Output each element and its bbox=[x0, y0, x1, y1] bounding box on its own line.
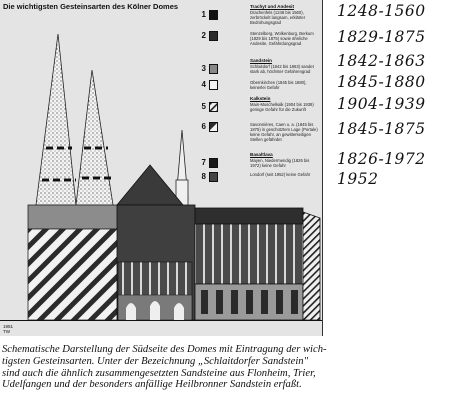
ground-line bbox=[0, 320, 322, 321]
legend-number: 7 bbox=[201, 158, 206, 167]
legend-swatch-black bbox=[209, 158, 218, 168]
legend-number: 2 bbox=[201, 31, 206, 40]
legend-number: 6 bbox=[201, 122, 206, 131]
legend-number: 1 bbox=[201, 10, 206, 19]
legend-text: Savonnières, Caen u. a. (1845 bis 1875) in geschütztem Lage (Portale) keine Gefahr, an gewitterseitigen Stellen gefährdet bbox=[250, 122, 318, 143]
legend-group-kalkstein: Kalkstein bbox=[250, 96, 271, 101]
year-annotation: 1842-1863 bbox=[337, 52, 426, 70]
legend-text: Schlaitdorf (1842 bis 1863) sandet stark ab, höchster Gefahrengrad bbox=[250, 64, 314, 75]
legend-number: 5 bbox=[201, 102, 206, 111]
caption-line: Udelfangen und der besonders anfällige Heilbronner Sandstein erfaßt. bbox=[2, 379, 302, 391]
legend-group-sandstein: Sandstein bbox=[250, 58, 272, 63]
legend-swatch-dark bbox=[209, 31, 218, 41]
legend-text: Obernkirchen (1845 bis 1880), keinerlei Gefahr bbox=[250, 80, 307, 91]
year-annotation: 1826-1972 bbox=[337, 150, 426, 168]
legend-swatch-white bbox=[209, 80, 218, 90]
legend-swatch-dark bbox=[209, 172, 218, 182]
figure-credit: 1951 TW bbox=[3, 324, 14, 334]
legend-text: Stenzelberg, Wolkenburg, Berkum (1829 bis 1875) sowie ähnliche Andesite, Gefährdungsgrad bbox=[250, 31, 314, 47]
legend-text: Mayen, Niedermendig (1826 bis 1972) keine Gefahr bbox=[250, 158, 310, 169]
legend-swatch-grey bbox=[209, 64, 218, 74]
year-annotation: 1952 bbox=[337, 170, 379, 188]
year-annotation: 1829-1875 bbox=[337, 28, 426, 46]
year-annotation: 1845-1880 bbox=[337, 73, 426, 91]
legend-text: Main-Muschelkalk (1904 bis 1939) geringe Gefahr für die Zukunft bbox=[250, 102, 314, 113]
legend-group-basaltlava: Basaltlava bbox=[250, 152, 273, 157]
choir-roof bbox=[195, 208, 303, 224]
handwritten-years bbox=[337, 0, 459, 200]
legend-group-trachyt: Trachyt und Andesit bbox=[250, 4, 294, 9]
legend-text: Londorf (seit 1952) keine Gefahr bbox=[250, 172, 311, 177]
west-tower-base bbox=[28, 229, 118, 320]
transept-gable bbox=[117, 165, 183, 205]
choir-body bbox=[195, 224, 303, 284]
legend-number: 4 bbox=[201, 80, 206, 89]
year-annotation: 1845-1875 bbox=[337, 120, 426, 138]
year-annotation: 1248-1560 bbox=[337, 2, 426, 20]
legend-swatch-hatched bbox=[209, 122, 218, 132]
legend-number: 3 bbox=[201, 64, 206, 73]
legend-swatch-diagonal bbox=[209, 102, 218, 112]
caption-line: tigsten Gesteinsarten. Unter der Bezeichnung „Schlaitdorfer Sandstein" bbox=[2, 355, 309, 367]
legend-text: Drachenfels (1248 bis 1560), zerbröckelt langsam, erklärter Bedrohungsgrad bbox=[250, 10, 306, 26]
figure-caption bbox=[2, 344, 457, 391]
legend-number: 8 bbox=[201, 172, 206, 181]
right-spire bbox=[76, 70, 113, 205]
figure-title: Die wichtigsten Gesteinsarten des Kölner Domes bbox=[3, 2, 179, 11]
caption-line: Schematische Darstellung der Südseite des Domes mit Eintragung der wich- bbox=[2, 344, 327, 355]
year-annotation: 1904-1939 bbox=[337, 95, 426, 113]
legend-swatch-black bbox=[209, 10, 218, 20]
apse bbox=[303, 212, 320, 320]
west-tower-lower bbox=[28, 205, 118, 229]
caption-line: sind auch die ähnlich zusammengesetzten Sandsteine aus Flonheim, Trier, bbox=[2, 367, 316, 379]
